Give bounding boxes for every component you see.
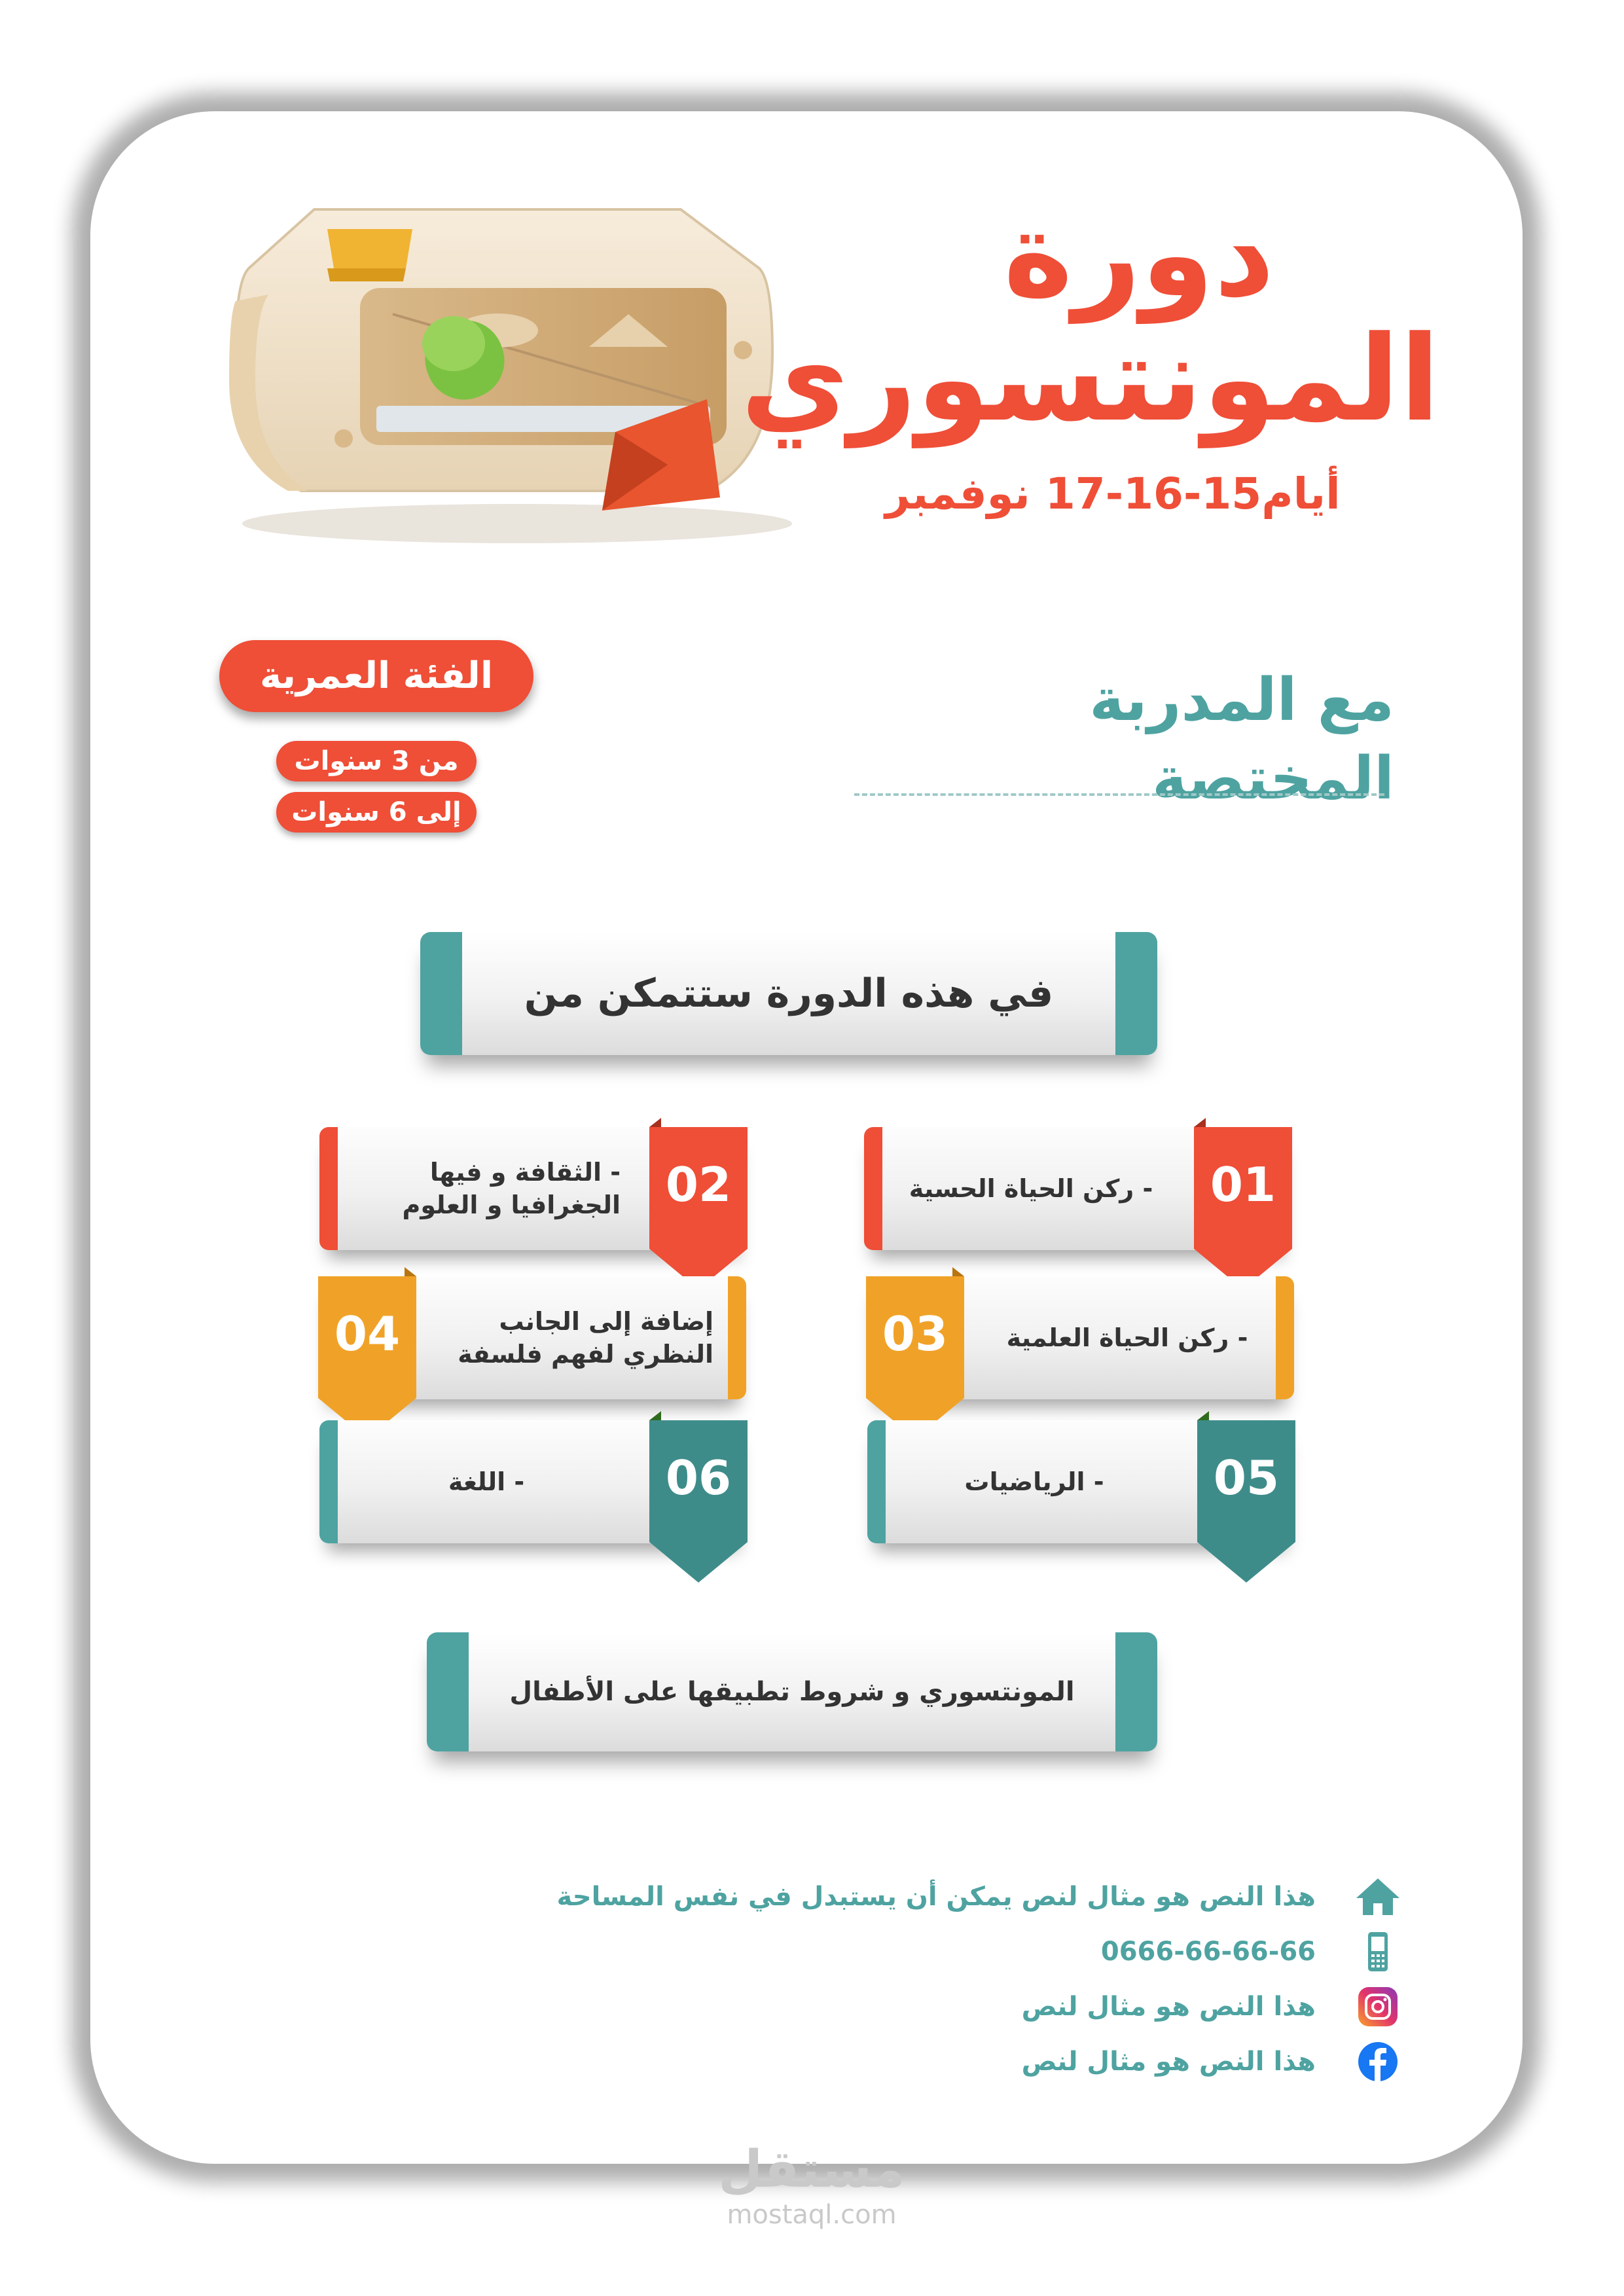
age-to: إلى 6 سنوات — [276, 792, 477, 833]
address-text: هذا النص هو مثال لنص يمكن أن يستبدل في نفس المساحة — [556, 1882, 1316, 1912]
mobile-phone-icon — [1355, 1931, 1401, 1973]
number-badge — [1194, 1118, 1292, 1298]
item-text: إضافة إلى الجانب النظري لفهم فلسفة — [458, 1307, 713, 1369]
item-number: 03 — [882, 1306, 948, 1361]
age-from: من 3 سنوات — [276, 741, 477, 781]
item-text: - الرياضيات — [964, 1467, 1104, 1496]
item-text: - ركن الحياة الحسية — [909, 1174, 1153, 1203]
item-number: 01 — [1210, 1157, 1276, 1212]
home-icon — [1355, 1876, 1401, 1918]
item-number: 05 — [1213, 1450, 1280, 1505]
watermark — [700, 2140, 923, 2231]
list-item-04 — [319, 1276, 746, 1399]
course-title-line1: دورة — [1003, 187, 1275, 323]
contact-address — [556, 1876, 1401, 1918]
item-edge — [867, 1420, 886, 1543]
age-group-label: الفئة العمرية — [219, 640, 533, 712]
item-edge — [319, 1420, 338, 1543]
watermark-arabic: مستقل — [718, 2140, 905, 2199]
montessori-toy-illustration — [209, 183, 799, 550]
facebook-text[interactable]: هذا النص هو مثال لنص — [1021, 2047, 1316, 2077]
course-dates: أيام15-16-17 نوفمبر — [885, 469, 1341, 519]
contact-phone — [589, 1931, 1401, 1973]
banner-right-cap — [1115, 1632, 1157, 1751]
item-edge — [864, 1127, 882, 1250]
list-item-03 — [867, 1276, 1294, 1399]
item-number: 04 — [334, 1306, 401, 1361]
closing-banner — [427, 1632, 1157, 1751]
item-text: - ركن الحياة العلمية — [1006, 1323, 1248, 1352]
item-edge — [1276, 1276, 1294, 1399]
intro-banner — [420, 932, 1157, 1055]
banner-left-cap — [420, 932, 462, 1055]
facebook-icon[interactable] — [1355, 2041, 1401, 2083]
contact-instagram — [589, 1986, 1401, 2028]
item-text: - اللغة — [448, 1467, 525, 1496]
number-badge — [649, 1411, 748, 1591]
item-number: 02 — [665, 1157, 732, 1212]
item-text: - الثقافة و فيها الجغرافيا و العلوم — [402, 1158, 621, 1219]
contact-facebook — [589, 2041, 1401, 2083]
course-title-line2: المونتسوري — [740, 311, 1440, 448]
instagram-text[interactable]: هذا النص هو مثال لنص — [1021, 1992, 1316, 2022]
instagram-icon[interactable] — [1355, 1986, 1401, 2028]
dashed-divider — [854, 793, 1384, 796]
phone-text: 0666-66-66-66 — [1100, 1937, 1316, 1967]
banner-left-cap — [427, 1632, 469, 1751]
number-badge — [1197, 1411, 1295, 1591]
list-item-01 — [864, 1127, 1291, 1250]
list-item-02 — [319, 1127, 746, 1250]
trainer-heading: مع المدربة المختصة — [1089, 666, 1394, 813]
banner-right-cap — [1115, 932, 1157, 1055]
list-item-05 — [867, 1420, 1294, 1543]
watermark-latin: mostaql.com — [727, 2200, 897, 2230]
list-item-06 — [319, 1420, 746, 1543]
closing-text: المونتسوري و شروط تطبيقها على الأطفال — [509, 1677, 1075, 1707]
item-edge — [319, 1127, 338, 1250]
item-number: 06 — [665, 1450, 732, 1505]
number-badge — [649, 1118, 748, 1298]
item-edge — [728, 1276, 746, 1399]
intro-text: في هذه الدورة ستتمكن من — [524, 971, 1054, 1016]
